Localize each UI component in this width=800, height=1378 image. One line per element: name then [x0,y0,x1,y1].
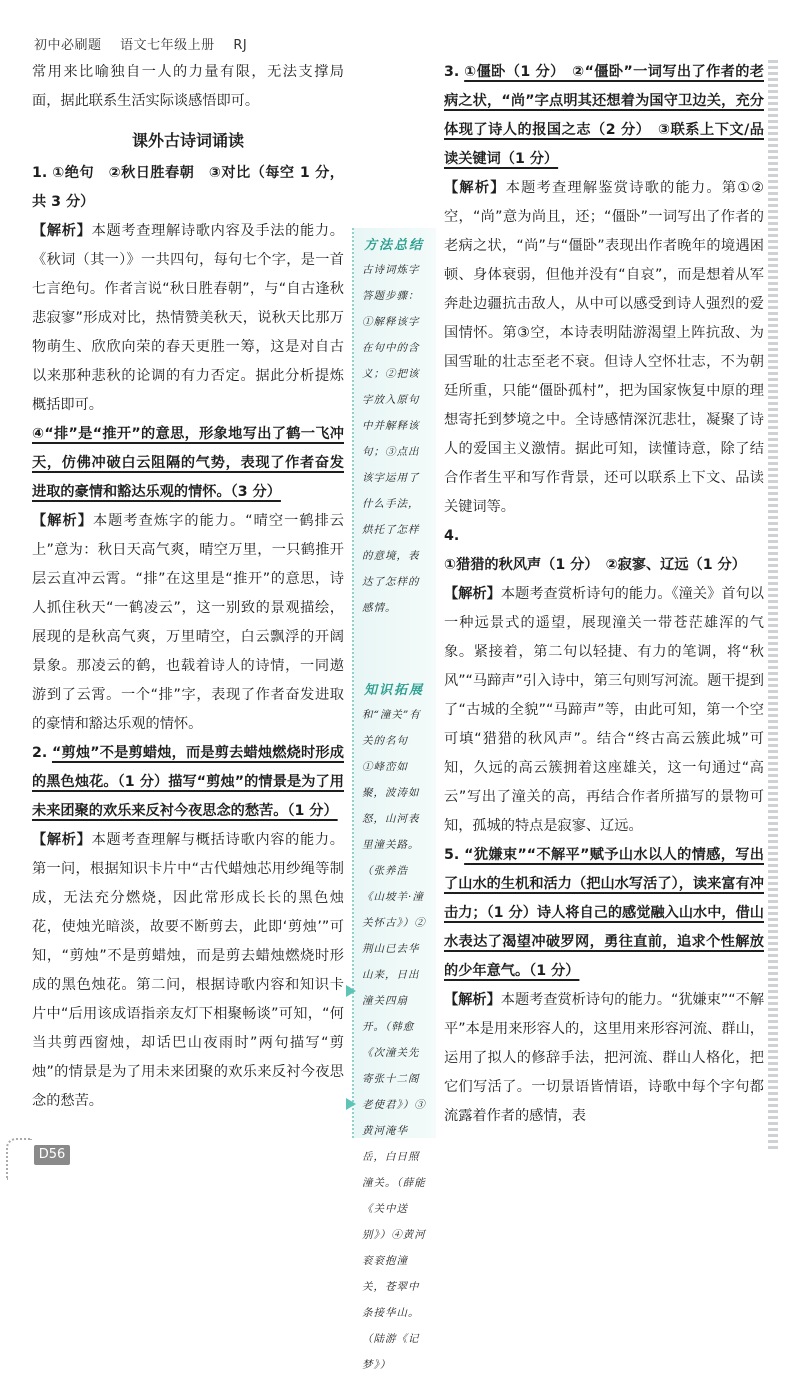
analysis-tag: 【解析】 [32,223,92,239]
question-5-answer [444,841,764,986]
question-number: 2. [32,745,48,761]
analysis-tag: 【解析】 [444,180,506,196]
analysis-text: 本题考查理解与概括诗歌内容的能力。第一问，根据知识卡片中“古代蜡烛芯用纱绳等制成，无法充分燃烧，因此常形成长长的黑色烛花，使烛光暗淡，故要不断剪去，此即‘剪烛’”可知，“剪烛”不是剪蜡烛，而是剪去蜡烛燃烧时形成的黑色烛花。第二问，根据诗歌内容和知识卡片中“后用该成语指亲友灯下相聚畅谈”可知，“何当共剪西窗烛，却话巴山夜雨时”两句描写“剪烛”的情景是为了用未来团聚的欢乐来反衬今夜思念的愁苦。 [32,832,344,1109]
question-1-analysis [32,217,344,420]
knowledge-extension-title: 知识拓展 [364,683,425,698]
question-3-answer [444,58,764,174]
answer-text: ④“排”是“推开”的意思，形象地写出了鹤一飞冲天，仿佛冲破白云阻隔的气势，表现了作者奋发进取的豪情和豁达乐观的情怀。（3 分） [32,426,344,500]
answer-text: ①绝句 ②秋日胜春朝 ③对比（每空 1 分，共 3 分） [32,165,344,210]
pointer-arrow-icon [346,985,356,997]
method-summary-text: 古诗词炼字答题步骤：①解释该字在句中的含义；②把该字放入原句中并解释该句；③点出该字运用了什么手法，烘托了怎样的意境，表达了怎样的感情。 [362,264,420,614]
question-2-analysis [32,826,344,1116]
book-name: 初中必刷题 [34,38,102,53]
analysis-tag: 【解析】 [32,832,92,848]
sidebar-notes [352,228,436,1371]
page-edge-stripe [768,60,778,1150]
answer-text: ①猎猎的秋风声（1 分） ②寂寥、辽远（1 分） [444,557,746,573]
left-column [32,58,344,1116]
subject-name: 语文七年级上册 [120,38,215,53]
analysis-text: 本题考查理解鉴赏诗歌的能力。第①②空，“尚”意为尚且，还；“僵卧”一词写出了作者的老病之状，“尚”与“僵卧”表现出作者晚年的境遇困顿、身体衰弱，但他并没有“自哀”，而是想着从军奔赴边疆抗击敌人，从中可以感受到诗人强烈的爱国情怀。第③空，本诗表明陆游渴望上阵抗敌、为国雪耻的壮志至老不衰。但诗人空怀壮志，不为朝廷所重，只能“僵卧孤村”，把为国家恢复中原的理想寄托到梦境之中。全诗感情深沉悲壮，凝聚了诗人的爱国主义激情。据此可知，读懂诗意，除了结合作者生平和写作背景，还可以联系上下文、品读关键词等。 [444,180,764,515]
question-1-answer-4 [32,420,344,507]
question-3-analysis [444,174,764,522]
analysis-text: 本题考查炼字的能力。“晴空一鹤排云上”意为：秋日天高气爽，晴空万里，一只鹤推开层云直冲云霄。“排”在这里是“推开”的意思，诗人抓住秋天“一鹤凌云”，这一别致的景观描绘，展现的是秋高气爽，万里晴空，白云飘浮的开阔景象。那凌云的鹤，也载着诗人的诗情，一同遨游到了云霄。一个“排”字，表现了作者奋发进取的豪情和豁达乐观的情怀。 [32,513,344,732]
analysis-text: 本题考查赏析诗句的能力。《潼关》首句以一种远景式的遥望，展现潼关一带苍茫雄浑的气象。紧接着，第二句以轻捷、有力的笔调，将“秋风”“马蹄声”引入诗中，第三句则写河流。题干提到了“古城的全貌”“马蹄声”等，由此可知，第一个空可填“猎猎的秋风声”。结合“终古高云簇此城”可知，久远的高云簇拥着这座雄关，这一句通过“高云”写出了潼关的高，再结合作者所描写的景物可知，孤城的特点是寂寥、辽远。 [444,586,764,834]
method-summary-title: 方法总结 [364,238,425,253]
knowledge-extension-text: 和“潼关”有关的名句 ①峰峦如聚，波涛如怒，山河表里潼关路。（张养浩《山坡羊·潼关怀古》）②荆山已去华山来，日出潼关四扇开。（韩愈《次潼关先寄张十二阁老使君》）③黄河淹华岳，白日照潼关。（薛能《关中送别》）④黄河衮衮抱潼关，苍翠中条接华山。（陆游《记梦》） [362,709,426,1371]
answer-text: “剪烛”不是剪蜡烛，而是剪去蜡烛燃烧时形成的黑色烛花。（1 分）描写“剪烛”的情景是为了用未来团聚的欢乐来反衬今夜思念的愁苦。（1 分） [32,745,344,819]
edition-label: RJ [233,38,248,53]
question-1-analysis-2 [32,507,344,739]
analysis-tag: 【解析】 [444,992,501,1008]
question-number: 1. [32,165,48,181]
question-5-analysis [444,986,764,1131]
corner-decoration [6,1138,32,1180]
question-number: 5. [444,847,460,863]
page-header [34,34,261,53]
analysis-text: 本题考查赏析诗句的能力。“犹嫌束”“不解平”本是用来形容人的，这里用来形容河流、群山，运用了拟人的修辞手法，把河流、群山人格化，把它们写活了。一切景语皆情语，诗歌中每个字句都流露着作者的感情，表 [444,992,765,1124]
question-number: 4. [444,528,460,544]
answer-text: ①僵卧（1 分） ②“僵卧”一词写出了作者的老病之状，“尚”字点明其还想着为国守卫边关，充分体现了诗人的报国之志（2 分） ③联系上下文/品读关键词（1 分） [444,64,764,167]
intro-text: 常用来比喻独自一人的力量有限，无法支撑局面，据此联系生活实际谈感悟即可。 [32,64,344,109]
right-column [444,58,764,1131]
question-4-answer [444,522,764,580]
section-title: 课外古诗词诵读 [131,131,244,150]
question-number: 3. [444,64,460,80]
analysis-tag: 【解析】 [32,513,93,529]
analysis-tag: 【解析】 [444,586,501,602]
pointer-arrow-icon [346,1098,356,1110]
question-2-answer [32,739,344,826]
analysis-text: 本题考查理解诗歌内容及手法的能力。《秋词（其一）》一共四句，每句七个字，是一首七言绝句。作者言说“秋日胜春朝”，与“自古逢秋悲寂寥”形成对比，热情赞美秋天，说秋天比那万物萌生、欣欣向荣的春天更胜一筹，这是对自古以来那种悲秋的论调的有力否定。据此分析提炼概括即可。 [32,223,344,413]
question-1-answer [32,159,344,217]
answer-text: “犹嫌束”“不解平”赋予山水以人的情感，写出了山水的生机和活力（把山水写活了），读来富有冲击力；（1 分）诗人将自己的感觉融入山水中，借山水表达了渴望冲破罗网，勇往直前，追求个性解放的少年意气。（1 分） [444,847,764,979]
question-4-analysis [444,580,764,841]
page-number: D56 [34,1145,70,1165]
